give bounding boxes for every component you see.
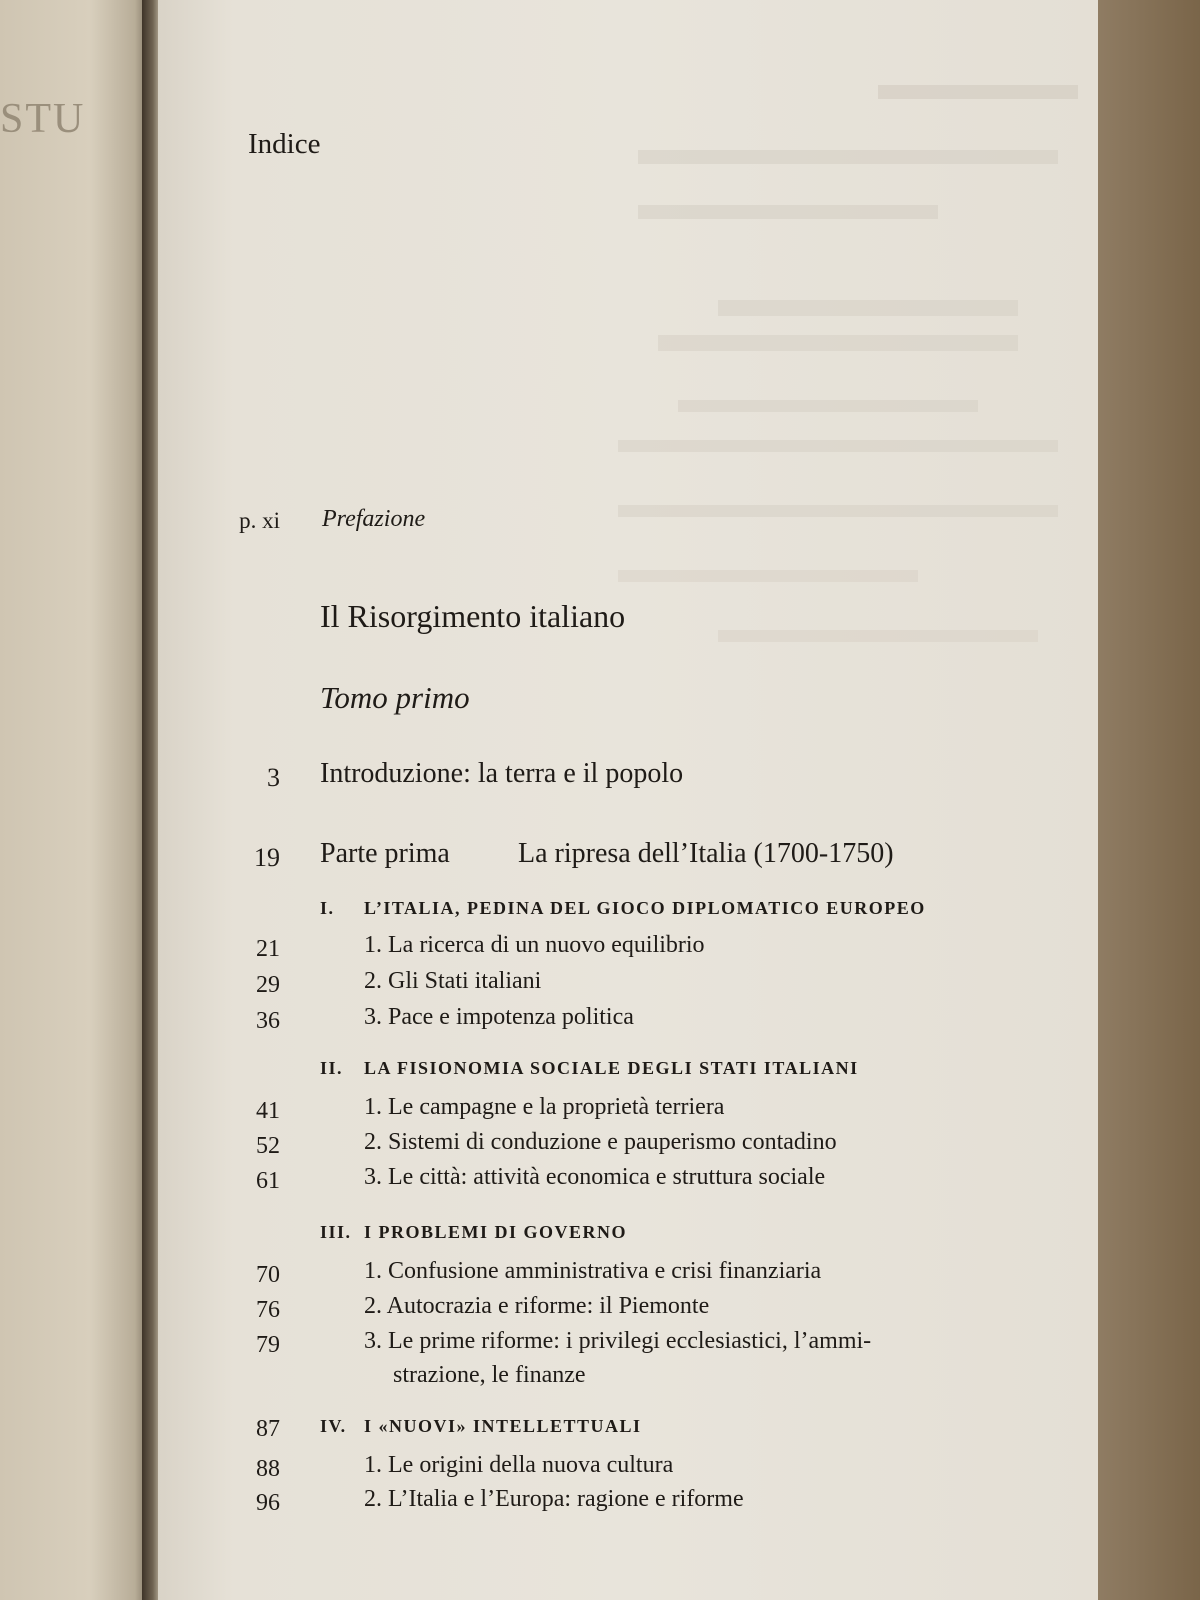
volume-title: Tomo primo: [320, 680, 470, 715]
chapter-title: L’ITALIA, PEDINA DEL GIOCO DIPLOMATICO EUROPEO: [364, 898, 926, 918]
section-page-number: 52: [256, 1133, 280, 1159]
chapter-title: LA FISIONOMIA SOCIALE DEGLI STATI ITALIANI: [364, 1058, 859, 1078]
section-entry: 3. Pace e impotenza politica: [364, 1004, 634, 1030]
book-title: Il Risorgimento italiano: [320, 598, 626, 634]
section-entry: 1. La ricerca di un nuovo equilibrio: [364, 932, 705, 958]
part-title: La ripresa dell’Italia (1700-1750): [518, 838, 894, 869]
section-entry: 1. Le origini della nuova cultura: [364, 1452, 674, 1478]
section-page-number: 61: [256, 1168, 280, 1194]
section-entry: 1. Le campagne e la proprietà terriera: [364, 1094, 725, 1120]
section-page-number: 96: [256, 1490, 280, 1516]
chapter-number: III.: [320, 1222, 352, 1242]
section-entry: 2. L’Italia e l’Europa: ragione e riforme: [364, 1486, 744, 1512]
chapter-title: I «NUOVI» INTELLETTUALI: [364, 1416, 642, 1436]
preface-page-number: p. xi: [239, 508, 280, 533]
part-label: Parte prima: [320, 838, 450, 869]
page-title: Indice: [248, 128, 321, 160]
facing-page-text-fragment: STU: [0, 96, 86, 142]
part-page-number: 19: [254, 843, 280, 872]
facing-page: [0, 0, 150, 1600]
chapter-page-number: 87: [256, 1416, 280, 1442]
section-page-number: 76: [256, 1297, 280, 1323]
chapter-number: IV.: [320, 1416, 347, 1436]
intro-entry: Introduzione: la terra e il popolo: [320, 758, 684, 789]
preface-entry: Prefazione: [322, 506, 426, 532]
section-page-number: 79: [256, 1332, 280, 1358]
section-page-number: 36: [256, 1008, 280, 1034]
background-surface: [1098, 0, 1200, 1600]
chapter-number: I.: [320, 898, 335, 918]
chapter-number: II.: [320, 1058, 344, 1078]
section-page-number: 41: [256, 1098, 280, 1124]
section-page-number: 21: [256, 936, 280, 962]
intro-page-number: 3: [267, 763, 280, 792]
index-page: [158, 0, 1098, 1600]
section-entry: 3. Le prime riforme: i privilegi ecclesiastici, l’ammi-: [364, 1328, 872, 1354]
section-entry: 2. Autocrazia e riforme: il Piemonte: [364, 1293, 710, 1319]
section-page-number: 70: [256, 1262, 280, 1288]
section-entry-continuation: strazione, le finanze: [393, 1362, 586, 1388]
section-entry: 1. Confusione amministrativa e crisi finanziaria: [364, 1258, 822, 1284]
section-entry: 2. Sistemi di conduzione e pauperismo contadino: [364, 1129, 837, 1155]
chapter-title: I PROBLEMI DI GOVERNO: [364, 1222, 628, 1242]
section-page-number: 88: [256, 1456, 280, 1482]
section-page-number: 29: [256, 972, 280, 998]
section-entry: 3. Le città: attività economica e struttura sociale: [364, 1164, 826, 1190]
section-entry: 2. Gli Stati italiani: [364, 968, 542, 994]
